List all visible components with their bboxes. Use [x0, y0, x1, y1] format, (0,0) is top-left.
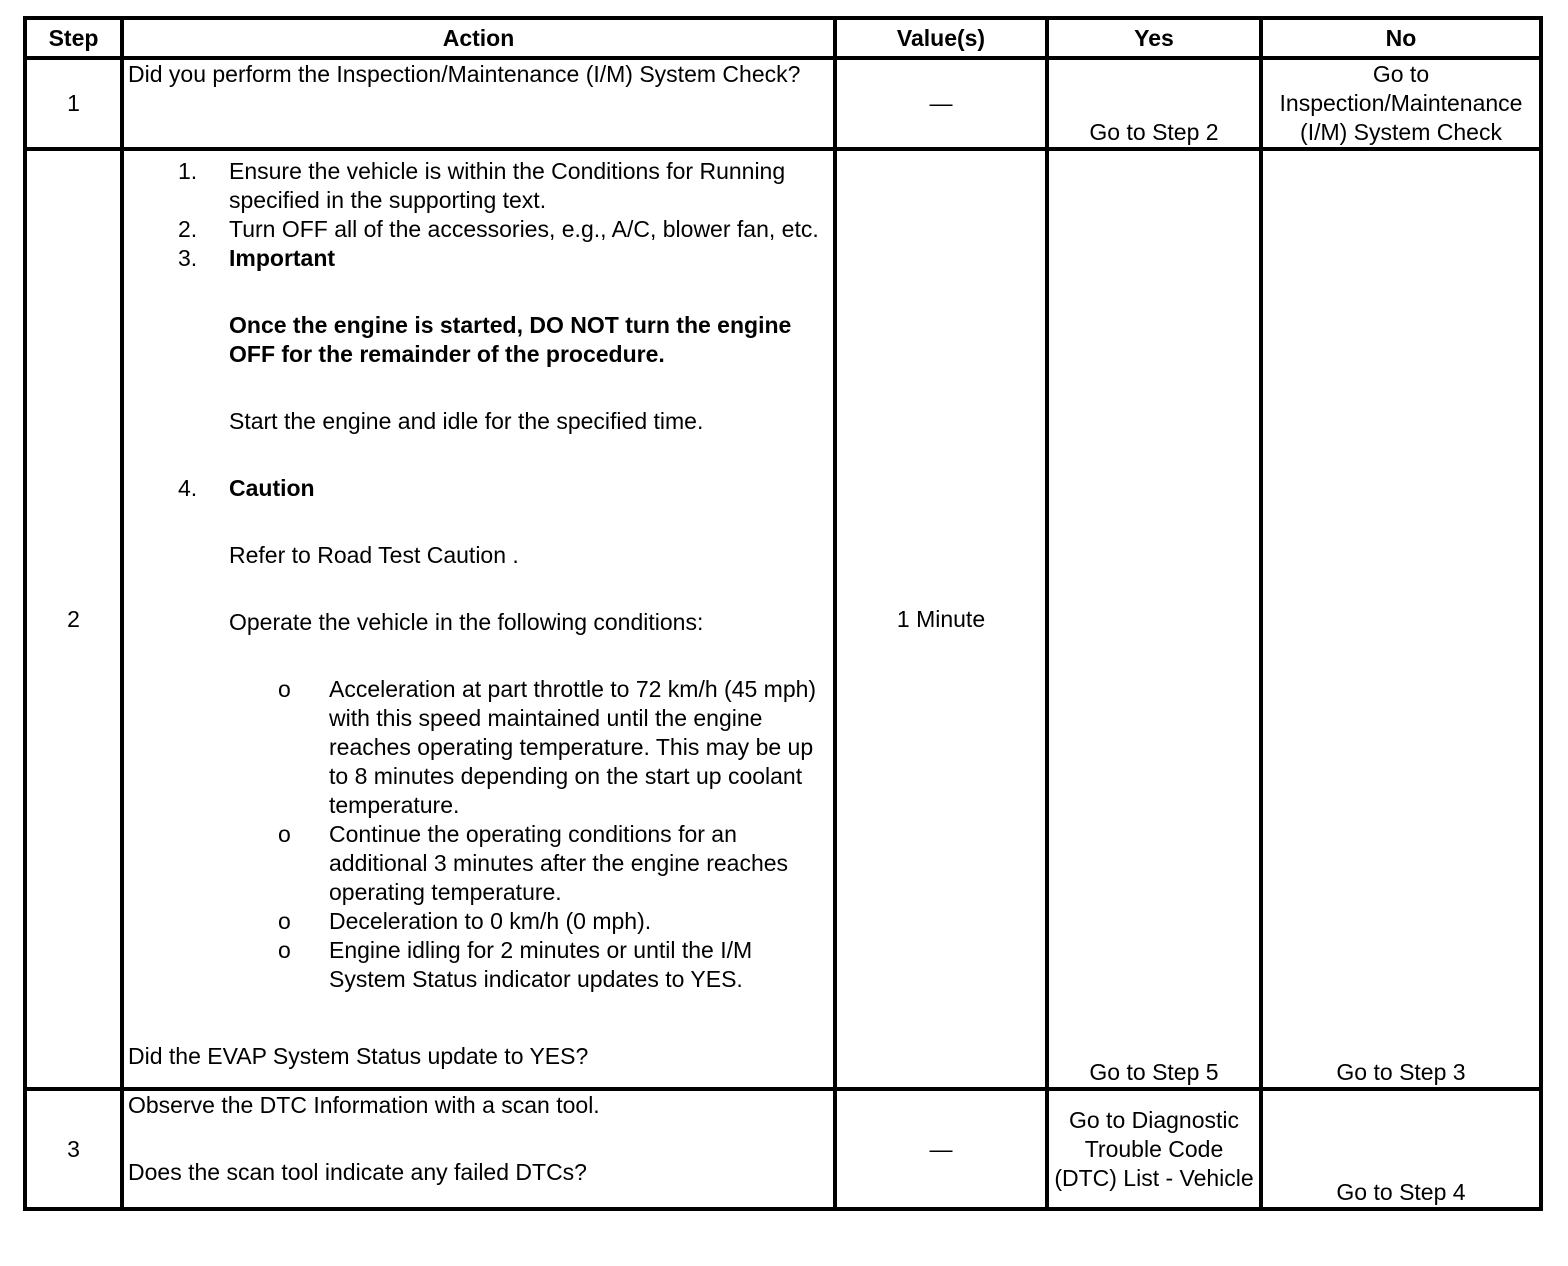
no-link[interactable]: Go to Step 4: [1261, 1089, 1541, 1209]
header-yes: Yes: [1047, 18, 1261, 58]
list-item: [128, 474, 829, 503]
item-number: 4.: [178, 475, 198, 501]
condition-item: [128, 675, 829, 820]
header-no: No: [1261, 18, 1541, 58]
question-text: Did the EVAP System Status update to YES?: [128, 1043, 589, 1069]
value-cell: 1 Minute: [835, 149, 1047, 1089]
bullet: o: [278, 821, 291, 847]
header-row: [25, 18, 1541, 58]
list-item: [128, 215, 829, 244]
action-cell: [122, 1089, 835, 1209]
step-number: 1: [25, 58, 122, 149]
item-text: Turn OFF all of the accessories, e.g., A/C, blower fan, etc.: [229, 216, 819, 242]
conditions-intro: Operate the vehicle in the following conditions:: [229, 609, 704, 635]
item-number: 2.: [178, 216, 198, 242]
condition-text: Continue the operating conditions for an additional 3 minutes after the engine reaches operating temperature.: [329, 821, 789, 905]
item-number: 1.: [178, 158, 198, 184]
step-number: 2: [25, 149, 122, 1089]
important-label: Important: [229, 245, 336, 271]
value-cell: —: [835, 58, 1047, 149]
yes-link[interactable]: Go to Step 2: [1047, 58, 1261, 149]
important-warning: Once the engine is started, DO NOT turn the engine OFF for the remainder of the procedure.: [229, 312, 792, 367]
item-text: Ensure the vehicle is within the Conditions for Running specified in the supporting text.: [229, 158, 786, 213]
bullet: o: [278, 908, 291, 934]
yes-link[interactable]: Go to Step 5: [1047, 149, 1261, 1089]
bullet: o: [278, 937, 291, 963]
header-step: Step: [25, 18, 122, 58]
table-row: [25, 58, 1541, 149]
yes-link[interactable]: Go to Diagnostic Trouble Code (DTC) List - Vehicle: [1047, 1089, 1261, 1209]
item-text: Start the engine and idle for the specified time.: [229, 408, 704, 434]
action-text: Did you perform the Inspection/Maintenance (I/M) System Check?: [122, 58, 835, 149]
no-link[interactable]: Go to Inspection/Maintenance (I/M) System Check: [1261, 58, 1541, 149]
condition-text: Deceleration to 0 km/h (0 mph).: [329, 908, 652, 934]
action-cell: [122, 149, 835, 1089]
bullet: o: [278, 676, 291, 702]
condition-item: [128, 907, 829, 936]
list-item: [128, 157, 829, 215]
diagnostic-table: [23, 16, 1543, 1211]
condition-text: Acceleration at part throttle to 72 km/h (45 mph) with this speed maintained until the engine reaches operating temperature. This may be up to 8 minutes depending on the start up coolant temperature.: [329, 676, 817, 818]
table-row: [25, 149, 1541, 1089]
header-values: Value(s): [835, 18, 1047, 58]
action-text: Observe the DTC Information with a scan tool.: [128, 1092, 600, 1118]
table-row: [25, 1089, 1541, 1209]
caution-label: Caution: [229, 475, 315, 501]
condition-text: Engine idling for 2 minutes or until the I/M System Status indicator updates to YES.: [329, 937, 753, 992]
value-cell: —: [835, 1089, 1047, 1209]
caution-reference[interactable]: Refer to Road Test Caution .: [229, 542, 519, 568]
no-link[interactable]: Go to Step 3: [1261, 149, 1541, 1089]
condition-item: [128, 936, 829, 994]
item-number: 3.: [178, 245, 198, 271]
list-item: [128, 244, 829, 273]
question-text: Does the scan tool indicate any failed DTCs?: [128, 1159, 587, 1185]
header-action: Action: [122, 18, 835, 58]
condition-item: [128, 820, 829, 907]
step-number: 3: [25, 1089, 122, 1209]
